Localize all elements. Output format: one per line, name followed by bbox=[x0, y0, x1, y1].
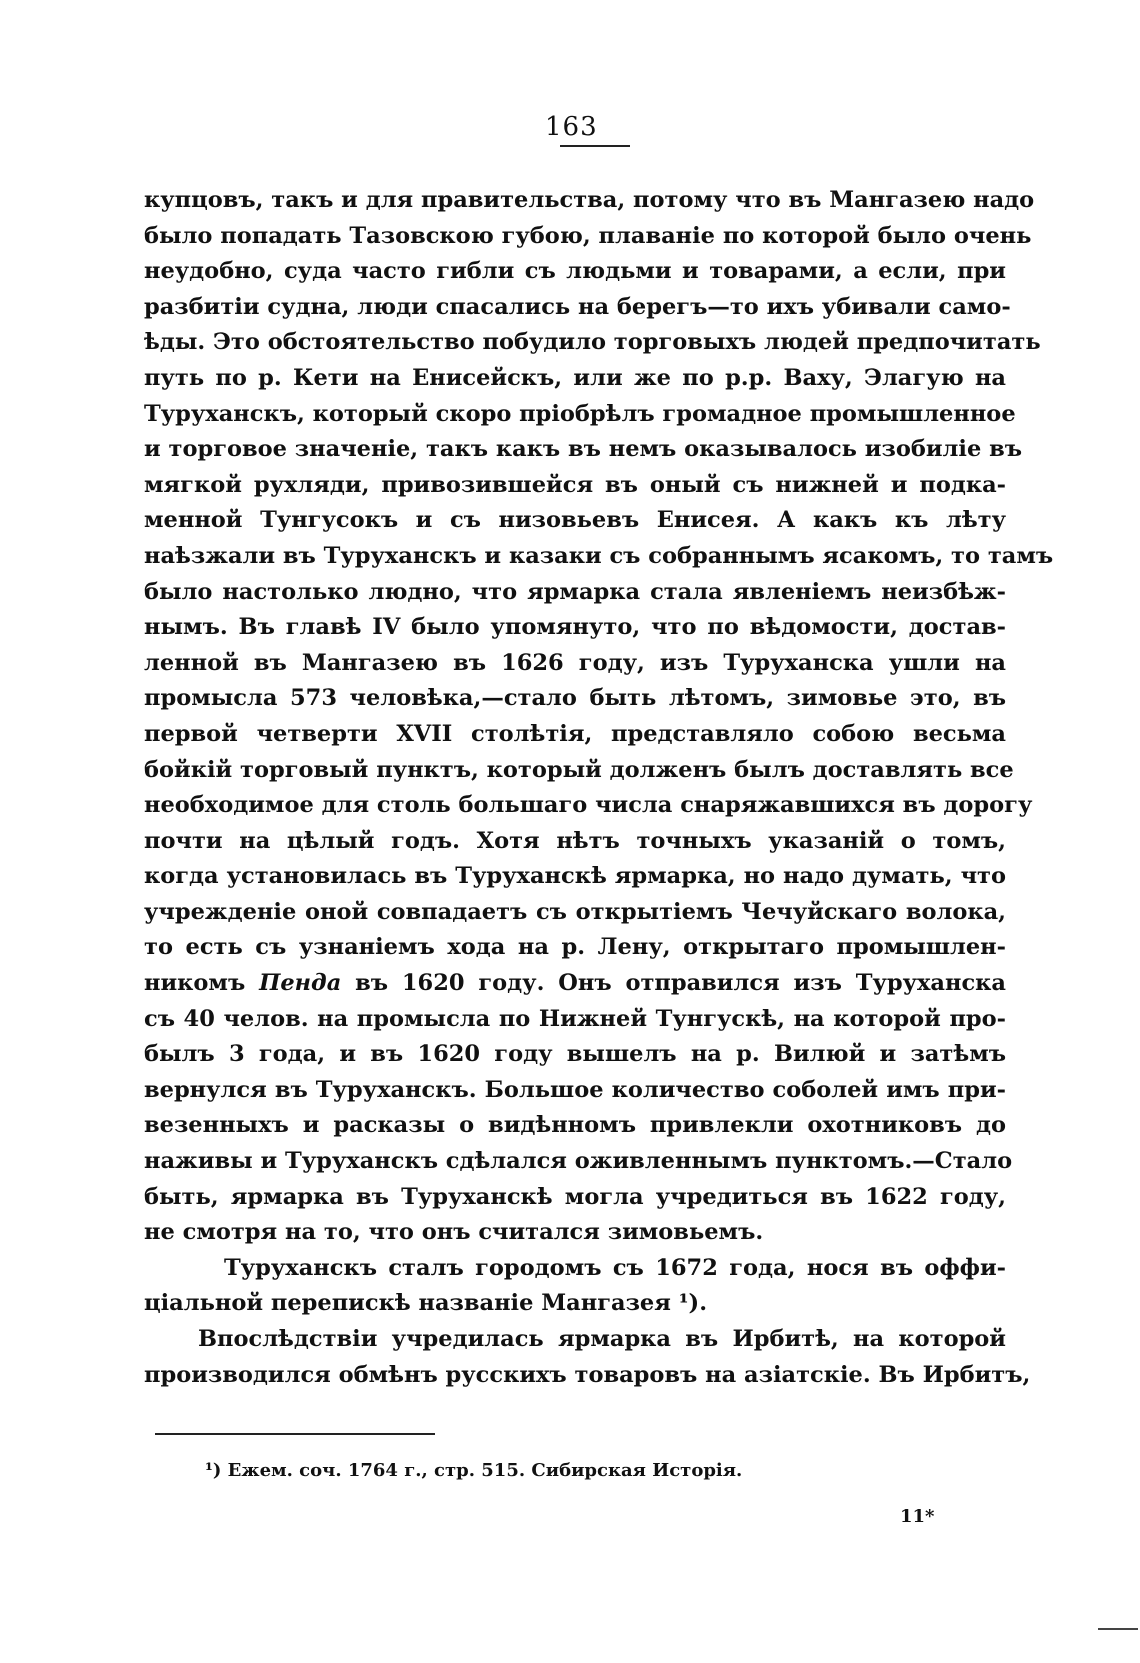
text-line: Туруханскъ сталъ городомъ съ 1672 года, нося въ оффи- bbox=[224, 1254, 1006, 1281]
text-line: необходимое для столь большаго числа снаряжавшихся въ дорогу bbox=[144, 792, 1033, 819]
page-number: 163 bbox=[545, 112, 598, 142]
footnote: ¹) Ежем. соч. 1764 г., стр. 515. Сибирская Исторія. bbox=[205, 1460, 743, 1481]
text-line: и торговое значеніе, такъ какъ въ немъ оказывалось изобиліе въ bbox=[144, 436, 1022, 463]
text-line: когда установилась въ Туруханскѣ ярмарка, но надо думать, что bbox=[144, 863, 1006, 890]
text-line: менной Тунгусокъ и съ низовьевъ Енисея. А какъ къ лѣту bbox=[144, 507, 1006, 534]
text-line: былъ 3 года, и въ 1620 году вышелъ на р. Вилюй и затѣмъ bbox=[144, 1041, 1006, 1068]
text-line: промысла 573 человѣка,—стало быть лѣтомъ, зимовье это, въ bbox=[144, 685, 1006, 712]
bottom-rule bbox=[1098, 1628, 1138, 1630]
text-line: быть, ярмарка въ Туруханскѣ могла учредиться въ 1622 году, bbox=[144, 1183, 1006, 1210]
text-line: учрежденіе оной совпадаетъ съ открытіемъ Чечуйскаго волока, bbox=[144, 898, 1006, 925]
text-line: было попадать Тазовскою губою, плаваніе по которой было очень bbox=[144, 222, 1032, 249]
text-line: путь по р. Кети на Енисейскъ, или же по р.р. Ваху, Элагую на bbox=[144, 364, 1006, 391]
text-line: ѣды. Это обстоятельство побудило торговыхъ людей предпочитать bbox=[144, 329, 1041, 356]
text-line: нымъ. Въ главѣ IV было упомянуто, что по вѣдомости, достав- bbox=[144, 614, 1006, 641]
text-line-with-italic bbox=[144, 966, 1006, 1002]
text-line: то есть съ узнаніемъ хода на р. Лену, открытаго промышлен- bbox=[144, 934, 1006, 961]
text-segment: въ 1620 году. Онъ отправился изъ Туруханска bbox=[355, 970, 1006, 997]
text-line: производился обмѣнъ русскихъ товаровъ на азіатскіе. Въ Ирбитъ, bbox=[144, 1361, 1031, 1388]
text-line: первой четверти XVII столѣтія, представляло собою весьма bbox=[144, 720, 1006, 747]
text-line: неудобно, суда часто гибли съ людьми и товарами, а если, при bbox=[144, 258, 1006, 285]
text-line: разбитіи судна, люди спасались на берегъ—то ихъ убивали само- bbox=[144, 293, 1011, 320]
text-line: ціальной перепискѣ названіе Мангазея ¹). bbox=[144, 1290, 708, 1317]
text-line: купцовъ, такъ и для правительства, потому что въ Мангазею надо bbox=[144, 187, 1035, 213]
text-line: Впослѣдствіи учредилась ярмарка въ Ирбитѣ, на которой bbox=[198, 1326, 1006, 1352]
text-line: везенныхъ и расказы о видѣнномъ привлекли охотниковъ до bbox=[144, 1112, 1006, 1139]
text-line: мягкой рухляди, привозившейся въ оный съ нижней и подка- bbox=[144, 471, 1006, 498]
italic-name: Пенда bbox=[259, 970, 342, 997]
text-line: наживы и Туруханскъ сдѣлался оживленнымъ пунктомъ.—Стало bbox=[144, 1148, 1013, 1175]
footnote-rule bbox=[155, 1433, 435, 1435]
text-line: ленной въ Мангазею въ 1626 году, изъ Туруханска ушли на bbox=[144, 649, 1006, 676]
text-line: наѣзжали въ Туруханскъ и казаки съ собраннымъ ясакомъ, то тамъ bbox=[144, 542, 1054, 569]
signature-mark: 11* bbox=[900, 1506, 935, 1527]
text-line: съ 40 челов. на промысла по Нижней Тунгускѣ, на которой про- bbox=[144, 1005, 1006, 1032]
main-text bbox=[144, 183, 1054, 1393]
text-line: было настолько людно, что ярмарка стала явленіемъ неизбѣж- bbox=[144, 578, 1006, 605]
text-line: бойкій торговый пунктъ, который долженъ былъ доставлять все bbox=[144, 756, 1014, 783]
page-number-rule bbox=[560, 145, 630, 147]
text-line: почти на цѣлый годъ. Хотя нѣтъ точныхъ указаній о томъ, bbox=[144, 827, 1006, 854]
text-line: Туруханскъ, который скоро пріобрѣлъ громадное промышленное bbox=[144, 400, 1016, 427]
text-line: вернулся въ Туруханскъ. Большое количество соболей имъ при- bbox=[144, 1076, 1006, 1103]
text-segment: никомъ bbox=[144, 970, 246, 997]
text-line: не смотря на то, что онъ считался зимовьемъ. bbox=[144, 1219, 764, 1246]
